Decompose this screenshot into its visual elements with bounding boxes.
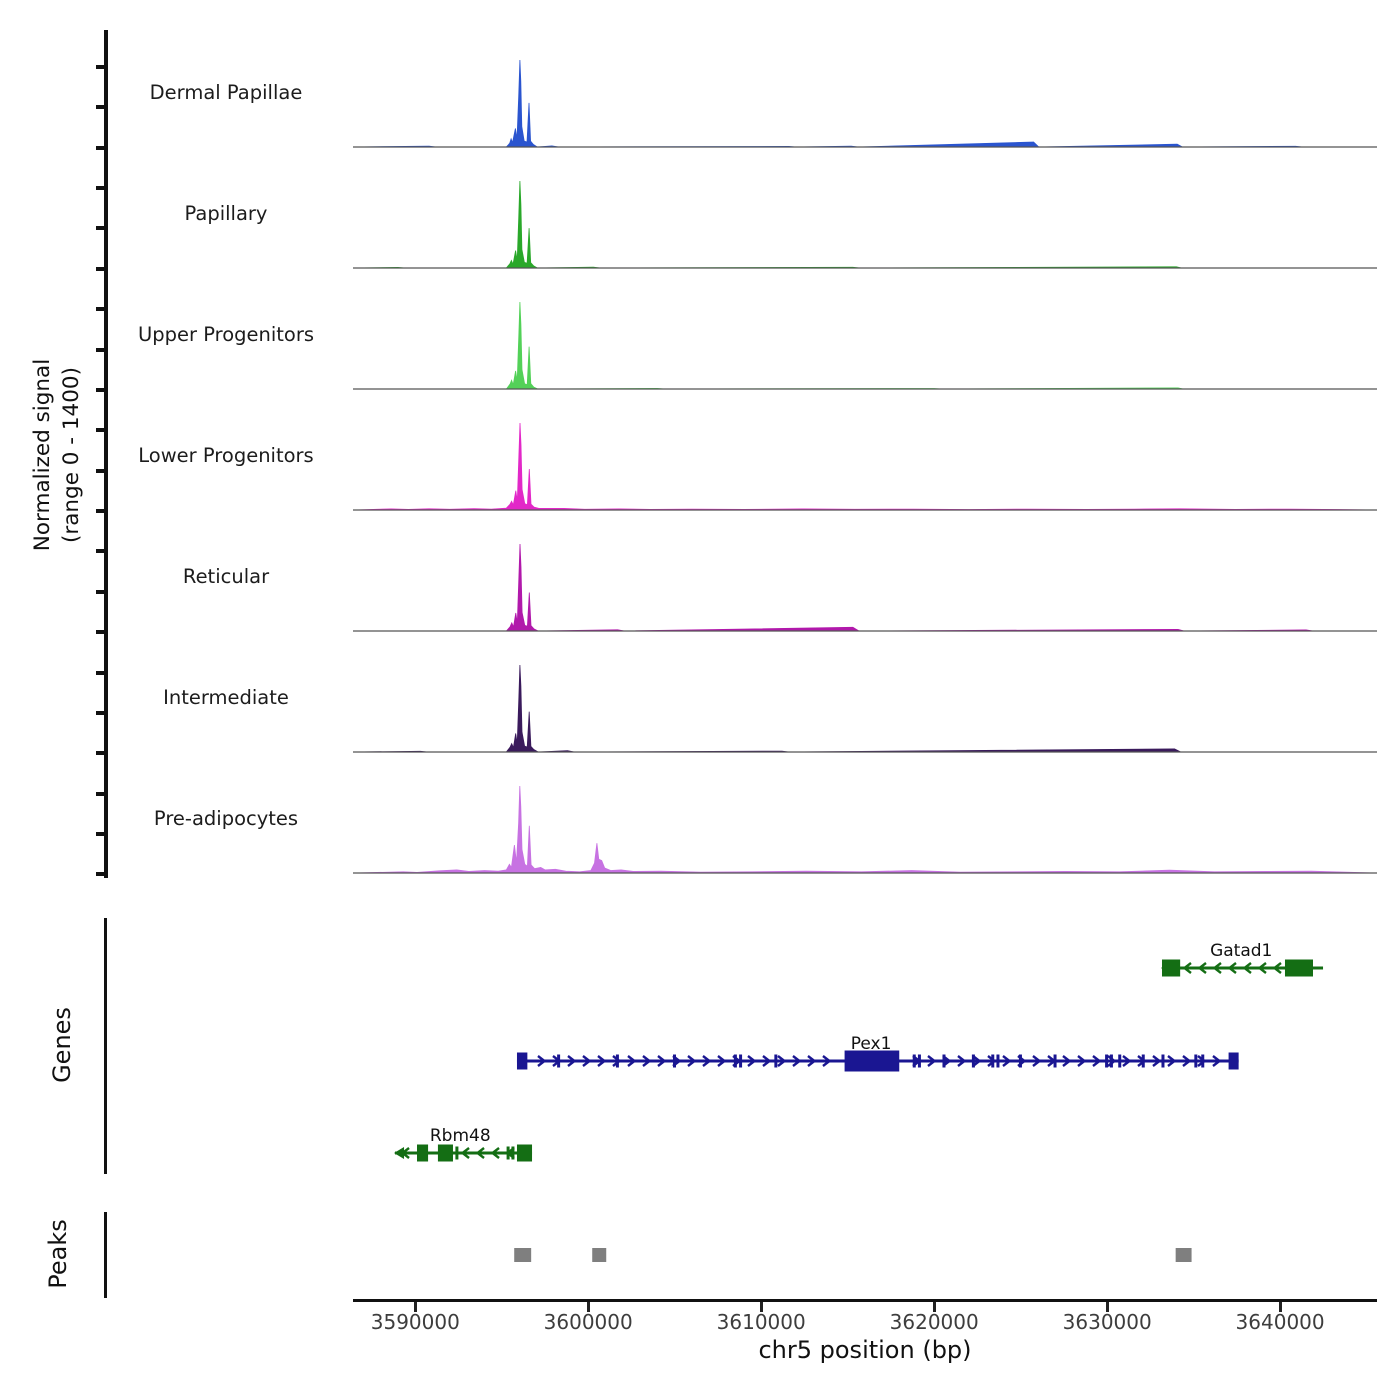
x-axis-line	[353, 1299, 1377, 1302]
gene-pex1	[517, 1034, 1239, 1072]
track-label-lower-progenitors: Lower Progenitors	[138, 444, 314, 467]
signal-y-tick	[96, 388, 105, 392]
genes-track	[353, 920, 1383, 1178]
signal-y-tick	[96, 65, 105, 69]
signal-y-tick	[96, 671, 105, 675]
x-tick-label: 3620000	[889, 1310, 979, 1334]
signal-y-tick	[96, 792, 105, 796]
signal-y-tick	[96, 267, 105, 271]
x-tick-label: 3600000	[543, 1310, 633, 1334]
signal-track-3	[353, 279, 1381, 391]
gene-label-pex1: Pex1	[850, 1034, 892, 1054]
x-tick-label: 3590000	[370, 1310, 460, 1334]
signal-track-6	[353, 642, 1381, 754]
signal-track-7	[353, 763, 1381, 875]
y-axis-label	[28, 285, 86, 625]
track-label-upper-progenitors: Upper Progenitors	[137, 322, 315, 346]
gene-rbm48	[394, 1126, 532, 1162]
signal-track-5	[353, 521, 1381, 633]
signal-track-4	[353, 400, 1381, 512]
y-axis-label-line2: (range 0 - 1400)	[59, 367, 84, 543]
signal-y-tick	[96, 146, 105, 150]
signal-track-2	[353, 158, 1381, 270]
signal-y-tick	[96, 428, 105, 432]
track-label-papillary: Papillary	[184, 201, 268, 225]
signal-y-tick	[96, 751, 105, 755]
track-label-pre-adipocytes: Pre-adipocytes	[153, 807, 299, 831]
peak-interval	[1176, 1248, 1192, 1262]
genes-axis-line	[104, 918, 107, 1174]
genes-section-label: Genes	[48, 1007, 76, 1083]
x-tick-label: 3640000	[1235, 1310, 1325, 1334]
track-label-reticular: Reticular	[182, 565, 270, 589]
peaks-track	[353, 1240, 1383, 1272]
peaks-axis-line	[104, 1212, 107, 1298]
x-axis-title: chr5 position (bp)	[758, 1336, 972, 1364]
signal-track-1	[353, 37, 1381, 149]
gene-label-gatad1: Gatad1	[1210, 941, 1273, 961]
x-tick-label: 3610000	[716, 1310, 806, 1334]
signal-y-tick	[96, 509, 105, 513]
signal-y-tick	[96, 872, 105, 876]
signal-y-tick	[96, 307, 105, 311]
x-tick-label: 3630000	[1062, 1310, 1152, 1334]
gene-label-rbm48: Rbm48	[429, 1126, 491, 1146]
y-axis-label-line1: Normalized signal	[30, 358, 55, 552]
peak-interval	[514, 1248, 531, 1262]
signal-y-tick	[96, 630, 105, 634]
gene-gatad1	[1161, 941, 1323, 977]
track-label-dermal-papillae: Dermal Papillae	[149, 80, 303, 104]
peaks-section-label: Peaks	[44, 1219, 72, 1289]
signal-y-tick	[96, 186, 105, 190]
track-label-intermediate: Intermediate	[163, 686, 289, 710]
peak-interval	[592, 1248, 606, 1262]
signal-y-tick	[96, 549, 105, 553]
